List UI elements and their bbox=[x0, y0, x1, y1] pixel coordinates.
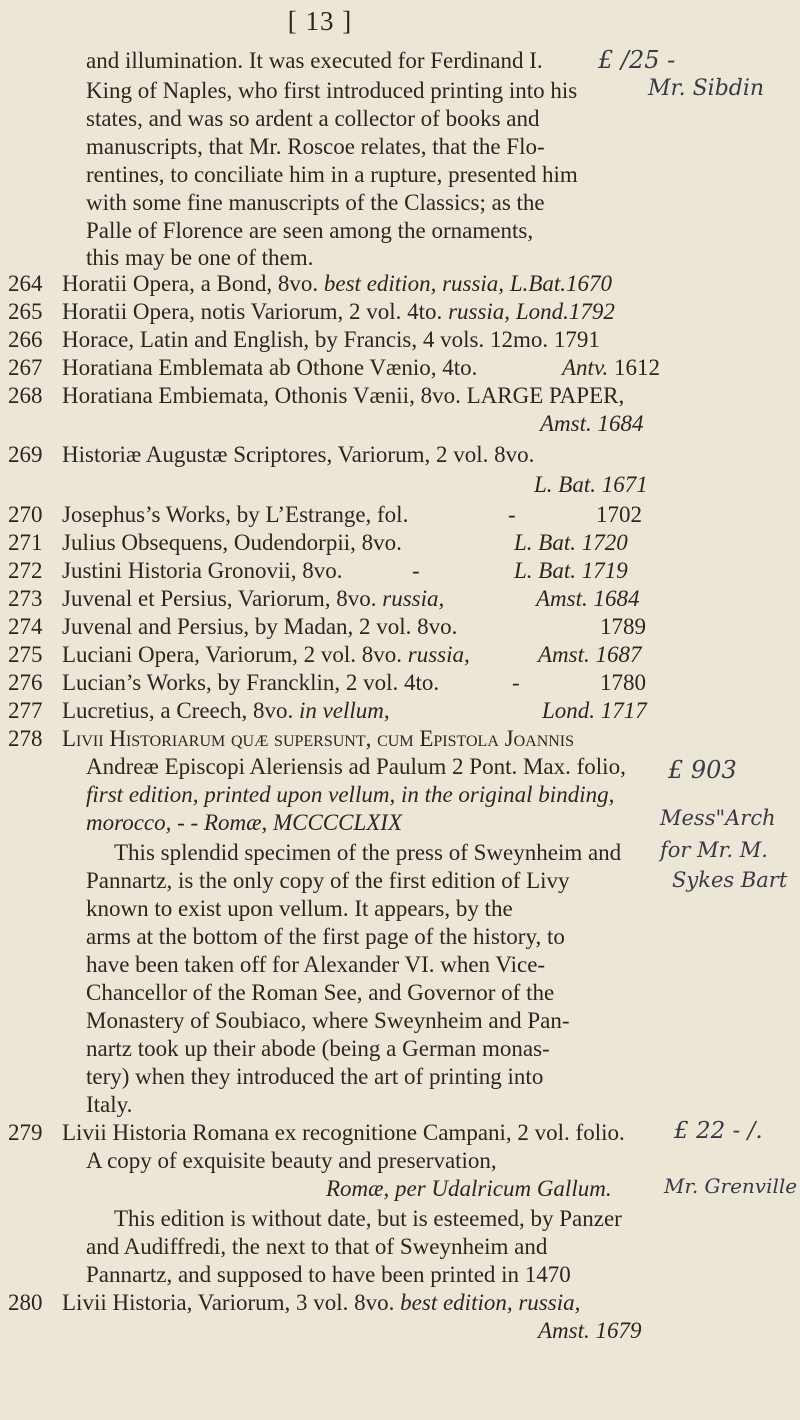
entry-title: Julius Obsequens, Oudendorpii, 8vo. bbox=[62, 530, 402, 555]
entry-description: This edition is without date, but is esteemed, by Panzer bbox=[114, 1206, 622, 1231]
entry-title: Horatii Opera, notis Variorum, 2 vol. 4to. bbox=[62, 299, 449, 324]
entry-number: 265 bbox=[8, 299, 43, 324]
intro-line: and illumination. It was executed for Ferdinand I. bbox=[86, 48, 543, 73]
entry-note: first edition, printed upon vellum, in the original binding, bbox=[86, 782, 615, 807]
entry-title: Horatiana Emblemata ab Othone Vænio, 4to. bbox=[62, 355, 478, 380]
handwritten-price: £ /25 - bbox=[598, 46, 676, 74]
entry-title: Livii Historiarum quæ supersunt, cum Epistola Joannis bbox=[62, 726, 575, 751]
entry-place: Lond. 1717 bbox=[542, 698, 647, 723]
entry-description: This splendid specimen of the press of Sweynheim and bbox=[114, 840, 622, 865]
entry-description: Pannartz, is the only copy of the first edition of Livy bbox=[86, 868, 570, 893]
entry-note: russia, bbox=[382, 586, 445, 611]
handwritten-buyer: for Mr. M. bbox=[660, 838, 768, 862]
handwritten-price: £ 903 bbox=[668, 756, 737, 784]
entry-number: 271 bbox=[8, 530, 43, 555]
intro-line: manuscripts, that Mr. Roscoe relates, that the Flo- bbox=[86, 134, 545, 159]
entry-number: 269 bbox=[8, 442, 43, 467]
handwritten-buyer: Sykes Bart bbox=[672, 868, 788, 892]
entry-title: Livii Historia Romana ex recognitione Campani, 2 vol. folio. bbox=[62, 1120, 625, 1145]
entry-note: russia, bbox=[448, 299, 511, 324]
entry-place: Amst. 1684 bbox=[540, 411, 644, 436]
intro-line: King of Naples, who first introduced printing into his bbox=[86, 78, 578, 103]
entry-place: L. Bat. 1719 bbox=[514, 558, 628, 583]
entry-place: L.Bat.1670 bbox=[504, 271, 613, 296]
handwritten-buyer: Mr. Sibdin bbox=[648, 76, 765, 101]
entry-note: LARGE PAPER, bbox=[466, 383, 625, 408]
entry-number: 264 bbox=[8, 271, 43, 296]
entry-place: Amst. 1687 bbox=[538, 642, 642, 667]
entry-number: 274 bbox=[8, 614, 43, 639]
entry-description: and Audiffredi, the next to that of Sweynheim and bbox=[86, 1234, 548, 1259]
entry-dash: - bbox=[412, 558, 420, 583]
entry-dash: - bbox=[512, 670, 520, 695]
intro-line: Palle of Florence are seen among the ornaments, bbox=[86, 218, 534, 243]
entry-title: Josephus’s Works, by L’Estrange, fol. bbox=[62, 502, 409, 527]
entry-description: arms at the bottom of the first page of the history, to bbox=[86, 924, 565, 949]
entry-number: 278 bbox=[8, 726, 43, 751]
entry-number: 277 bbox=[8, 698, 43, 723]
entry-description: Italy. bbox=[86, 1092, 133, 1117]
entry-number: 272 bbox=[8, 558, 43, 583]
entry-note: A copy of exquisite beauty and preservation, bbox=[86, 1148, 497, 1173]
entry-number: 279 bbox=[8, 1120, 43, 1145]
entry-title: Andreæ Episcopi Aleriensis ad Paulum 2 Pont. Max. folio, bbox=[86, 754, 626, 779]
entry-place: L. Bat. 1671 bbox=[534, 472, 648, 497]
handwritten-buyer: Mr. Grenville bbox=[664, 1174, 798, 1198]
entry-title: Lucian’s Works, by Francklin, 2 vol. 4to. bbox=[62, 670, 440, 695]
entry-place: 1789 bbox=[600, 614, 646, 639]
entry-title: Juvenal et Persius, Variorum, 8vo. bbox=[62, 586, 383, 611]
intro-line: rentines, to conciliate him in a rupture, presented him bbox=[86, 162, 578, 187]
entry-place: L. Bat. 1720 bbox=[514, 530, 628, 555]
intro-line: states, and was so ardent a collector of books and bbox=[86, 106, 540, 131]
intro-line: this may be one of them. bbox=[86, 245, 314, 270]
entry-number: 267 bbox=[8, 355, 43, 380]
entry-title: Juvenal and Persius, by Madan, 2 vol. 8vo. bbox=[62, 614, 458, 639]
entry-title: Horatii Opera, a Bond, 8vo. bbox=[62, 271, 324, 296]
entry-number: 270 bbox=[8, 502, 43, 527]
entry-description: nartz took up their abode (being a German monas- bbox=[86, 1036, 550, 1061]
entry-place: 1612 bbox=[608, 355, 660, 380]
entry-title: Historiæ Augustæ Scriptores, Variorum, 2 vol. 8vo. bbox=[62, 442, 535, 467]
entry-title: Luciani Opera, Variorum, 2 vol. 8vo. bbox=[62, 642, 408, 667]
entry-title: Justini Historia Gronovii, 8vo. bbox=[62, 558, 343, 583]
entry-description: Chancellor of the Roman See, and Governor of the bbox=[86, 980, 555, 1005]
entry-place: morocco, - - Romæ, MCCCCLXIX bbox=[86, 810, 403, 835]
entry-place: Romæ, per Udalricum Gallum. bbox=[326, 1176, 612, 1201]
entry-number: 275 bbox=[8, 642, 43, 667]
handwritten-price: £ 22 - /. bbox=[674, 1118, 763, 1144]
entry-place: Amst. 1684 bbox=[536, 586, 640, 611]
entry-place: Amst. 1679 bbox=[538, 1318, 642, 1343]
entry-place: Lond.1792 bbox=[510, 299, 615, 324]
entry-note: Antv. bbox=[562, 355, 609, 380]
entry-description: have been taken off for Alexander VI. when Vice- bbox=[86, 952, 546, 977]
entry-place: 1780 bbox=[600, 670, 646, 695]
entry-note: best edition, russia, bbox=[400, 1290, 581, 1315]
entry-number: 276 bbox=[8, 670, 43, 695]
entry-number: 280 bbox=[8, 1290, 43, 1315]
entry-dash: - bbox=[508, 502, 516, 527]
entry-number: 266 bbox=[8, 327, 43, 352]
entry-note: best edition, russia, bbox=[323, 271, 505, 296]
entry-number: 268 bbox=[8, 383, 43, 408]
page-number: [ 13 ] bbox=[287, 6, 353, 36]
handwritten-buyer: Mess"Arch bbox=[660, 806, 776, 830]
entry-description: Monastery of Soubiaco, where Sweynheim and Pan- bbox=[86, 1008, 570, 1033]
intro-line: with some fine manuscripts of the Classics; as the bbox=[86, 190, 545, 215]
entry-description: known to exist upon vellum. It appears, by the bbox=[86, 896, 513, 921]
entry-title: Horatiana Embiemata, Othonis Vænii, 8vo. bbox=[62, 383, 467, 408]
entry-title: Livii Historia, Variorum, 3 vol. 8vo. bbox=[62, 1290, 401, 1315]
entry-description: tery) when they introduced the art of printing into bbox=[86, 1064, 544, 1089]
entry-title: Horace, Latin and English, by Francis, 4 vols. 12mo. 1791 bbox=[62, 327, 600, 352]
entry-description: Pannartz, and supposed to have been printed in 1470 bbox=[86, 1262, 571, 1287]
entry-note: in vellum, bbox=[298, 698, 390, 723]
entry-place: 1702 bbox=[596, 502, 642, 527]
entry-title: Lucretius, a Creech, 8vo. bbox=[62, 698, 299, 723]
entry-number: 273 bbox=[8, 586, 43, 611]
entry-note: russia, bbox=[407, 642, 470, 667]
